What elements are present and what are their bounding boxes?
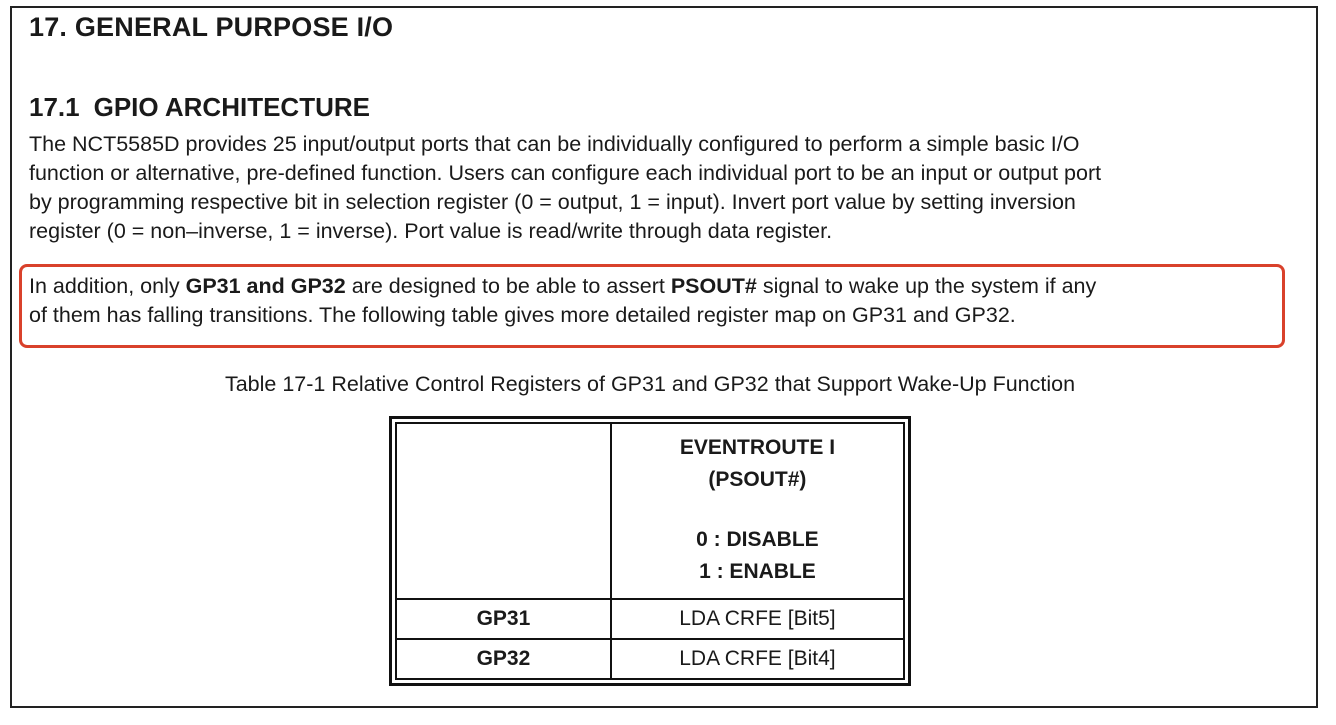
subsection-title: GPIO ARCHITECTURE (93, 92, 370, 122)
table-row (396, 599, 904, 639)
bold-text-psout: PSOUT# (670, 274, 757, 298)
section-heading: 17. GENERAL PURPOSE I/O (29, 12, 394, 42)
header-line: 0 : DISABLE (696, 528, 819, 551)
paragraph-line: register (0 = non–inverse, 1 = inverse). Port value is read/write through data register. (29, 219, 833, 243)
paragraph-architecture (29, 130, 1101, 246)
paragraph-line: The NCT5585D provides 25 input/output ports that can be individually configured to perform a simple basic I/O (29, 132, 1080, 156)
table-cell-pin: GP32 (396, 639, 611, 679)
text-run: In addition, only (29, 274, 186, 298)
header-line: (PSOUT#) (708, 468, 807, 491)
paragraph-wakeup (29, 272, 1096, 330)
text-run: are designed to be able to assert (345, 274, 671, 298)
paragraph-line: function or alternative, pre-defined function. Users can configure each individual port to be an input or output port (29, 161, 1102, 185)
table-header-eventroute (611, 423, 904, 599)
subsection-heading (29, 92, 370, 123)
subsection-number: 17.1 (29, 92, 80, 122)
header-line: EVENTROUTE I (679, 436, 836, 459)
table-caption: Table 17-1 Relative Control Registers of GP31 and GP32 that Support Wake-Up Function (224, 372, 1076, 396)
text-run: signal to wake up the system if any (756, 274, 1097, 298)
register-table (389, 416, 911, 686)
table-cell-value: LDA CRFE [Bit5] (611, 599, 904, 639)
paragraph-line (29, 272, 1096, 301)
header-line: 1 : ENABLE (699, 560, 816, 583)
table-row (396, 639, 904, 679)
table-header-blank (396, 423, 611, 599)
table-cell-pin: GP31 (396, 599, 611, 639)
paragraph-line: by programming respective bit in selection register (0 = output, 1 = input). Invert port value by setting inversion (29, 190, 1076, 214)
bold-text-gp31-gp32: GP31 and GP32 (185, 274, 346, 298)
paragraph-line: of them has falling transitions. The following table gives more detailed register map on GP31 and GP32. (29, 303, 1016, 327)
table-cell-value: LDA CRFE [Bit4] (611, 639, 904, 679)
